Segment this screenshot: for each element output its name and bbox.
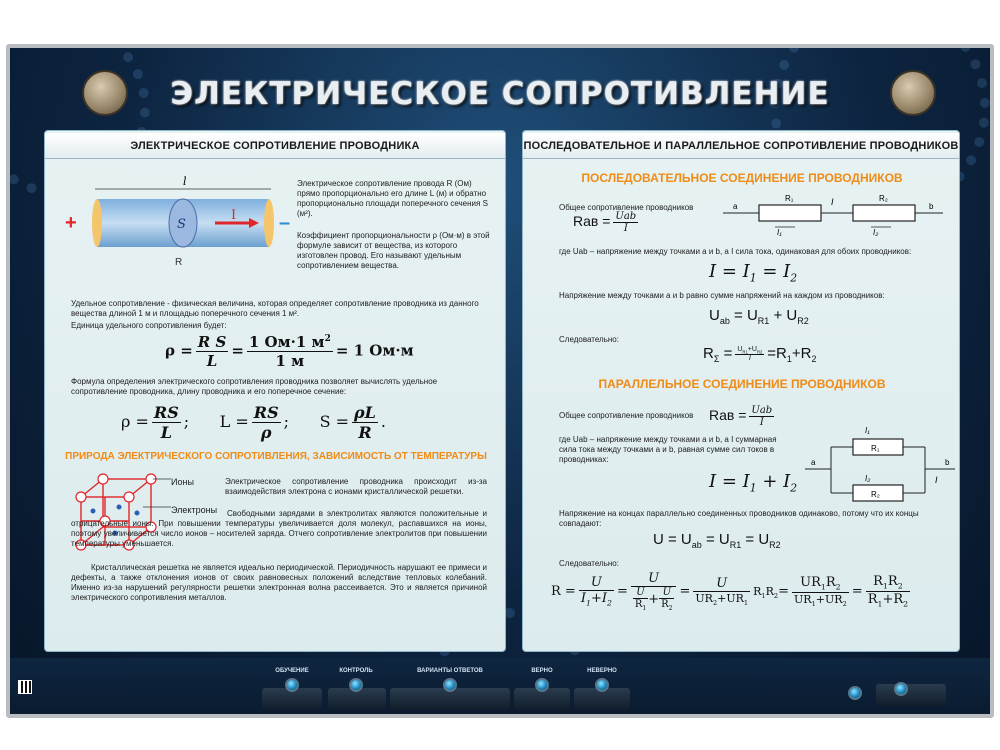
learning-control[interactable] bbox=[264, 668, 320, 692]
area-label: S bbox=[177, 217, 186, 232]
series-current-formula: $I = I_1 = I_2$ bbox=[709, 261, 798, 285]
parallel-voltage-text: Напряжение на концах параллельно соединенных проводников одинаково, потому что их концы совпадают: bbox=[559, 509, 919, 528]
learning-label: ОБУЧЕНИЕ bbox=[275, 668, 309, 674]
page-title: ЭЛЕКТРИЧЕСКОЕ СОПРОТИВЛЕНИЕ bbox=[170, 76, 830, 112]
nature-section-title: ПРИРОДА ЭЛЕКТРИЧЕСКОГО СОПРОТИВЛЕНИЯ, ЗАВИСИМОСТЬ ОТ ТЕМПЕРАТУРЫ bbox=[65, 451, 487, 462]
series-voltage-text: Напряжение между точками a и b равно сумме напряжений на каждом из проводников: bbox=[559, 291, 885, 300]
parallel-resistance-formula: R = $\frac{U}{I_1+I_2}$ = U $\frac{U}{R_1}$ + $\frac{U}{R_2}$ = U $UR_2+UR_1$ $R_1R_2=$ $UR_1R_2$ $UR_1+UR_2$ = $\frac{R_1R_2}{R_1+R_2}$ bbox=[551, 571, 909, 612]
parallel-voltage-formula: $U = U_{ab} = U_{R1} = U_{R2}$ bbox=[653, 531, 781, 550]
parallel-current-i1: I₁ bbox=[865, 426, 870, 435]
incorrect-control[interactable] bbox=[574, 668, 630, 692]
control-mode-control[interactable] bbox=[328, 668, 384, 692]
right-panel-header: ПОСЛЕДОВАТЕЛЬНОЕ И ПАРАЛЛЕЛЬНОЕ СОПРОТИВЛЕНИЕ ПРОВОДНИКОВ bbox=[523, 133, 959, 159]
parallel-circuit bbox=[805, 423, 955, 515]
series-node-b: b bbox=[929, 202, 934, 211]
parallel-node-b: b bbox=[945, 458, 950, 467]
series-therefore: Следовательно: bbox=[559, 335, 619, 344]
answer-options-label: ВАРИАНТЫ ОТВЕТОВ bbox=[417, 668, 483, 674]
series-resistance-formula: $R_\Sigma$ = $\frac{U_{R1}+U_{R2}}{I}$ $=R_1+R_2$ bbox=[703, 345, 817, 364]
correct-control[interactable] bbox=[514, 668, 570, 692]
current-label: I bbox=[231, 208, 237, 223]
correct-label: ВЕРНО bbox=[531, 668, 553, 674]
plus-sign: + bbox=[65, 212, 77, 234]
minus-sign: – bbox=[279, 212, 291, 234]
specific-resistance-definition: Удельное сопротивление - физическая величина, которая определяет сопротивление проводника из данного вещества длиной 1 м и площадью поперечного сечения 1 м². bbox=[71, 299, 479, 318]
intro-paragraph-1: Электрическое сопротивление провода R (Ом) прямо пропорционально его длине L (м) и обратно пропорционально площади поперечного сечения S (м²). bbox=[297, 179, 488, 218]
series-node-a: a bbox=[733, 202, 738, 211]
intro-paragraph-2: Коэффициент пропорциональности ρ (Ом·м) в этой формуле зависит от вещества, из которого изготовлен провод. Его называют удельным сопротивлением вещества. bbox=[297, 231, 490, 270]
series-voltage-formula: $U_{ab} = U_{R1} + U_{R2}$ bbox=[709, 307, 809, 326]
series-current: I bbox=[831, 197, 834, 207]
parallel-current-i2: I₂ bbox=[865, 474, 871, 483]
parallel-therefore: Следовательно: bbox=[559, 559, 619, 568]
parallel-total-label: Общее сопротивление проводников bbox=[559, 411, 694, 420]
series-current-i1: I₁ bbox=[777, 228, 782, 237]
parallel-r2: R₂ bbox=[871, 490, 880, 499]
parallel-node-a: a bbox=[811, 458, 816, 467]
nature-paragraph-2: Свободными зарядами в электролитах являются положительные и отрицательные ионы. При повышении температуры увеличивается доля молекул, распавшихся на ионы, поэтому увеличивается число ионов – носителей заряда. Отчего сопротивление электролитов при повышении температуры уменьшается. bbox=[71, 509, 487, 548]
ions-label: Ионы bbox=[171, 477, 194, 487]
series-r1: R₁ bbox=[785, 194, 794, 203]
correct-button[interactable] bbox=[535, 678, 549, 692]
control-mode-button[interactable] bbox=[349, 678, 363, 692]
nature-paragraph-1: Электрическое сопротивление проводника происходит из-за взаимодействия электрона с ионами кристаллической решетки. bbox=[225, 477, 487, 496]
series-total-formula: Rав = Uab I bbox=[573, 211, 637, 234]
answer-options-button[interactable] bbox=[443, 678, 457, 692]
parallel-r1: R₁ bbox=[871, 444, 880, 453]
qr-code-icon bbox=[18, 680, 32, 694]
incorrect-button[interactable] bbox=[595, 678, 609, 692]
poster-frame bbox=[6, 44, 994, 718]
derived-formulas: ρ = $\frac{RS}{L}$ ; L = $\frac{RS}{\rho}$ ; S = $\frac{\rho L}{R}$ . bbox=[121, 403, 386, 442]
right-panel bbox=[522, 130, 960, 652]
answer-options-control[interactable] bbox=[410, 668, 490, 692]
series-r2: R₂ bbox=[879, 194, 888, 203]
conductor-diagram bbox=[53, 169, 293, 279]
unit-formula: ρ = $\frac{\text{R S}}{L}$ = 1 Ом·1 $м^2$ 1 м = 1 Ом·м bbox=[165, 333, 414, 370]
conductor-end-right bbox=[264, 199, 274, 247]
control-mode-label: КОНТРОЛЬ bbox=[339, 668, 373, 674]
left-panel-header: ЭЛЕКТРИЧЕСКОЕ СОПРОТИВЛЕНИЕ ПРОВОДНИКА bbox=[45, 133, 505, 159]
incorrect-label: НЕВЕРНО bbox=[587, 668, 617, 674]
parallel-current-formula: $I = I_1 + I_2$ bbox=[709, 471, 798, 495]
electrons-label: Электроны bbox=[171, 505, 218, 515]
volume-plate bbox=[876, 684, 946, 706]
series-circuit bbox=[723, 191, 943, 251]
parallel-total-formula: Rав = Uab I bbox=[709, 405, 773, 428]
conductor-end-left bbox=[92, 199, 102, 247]
power-button[interactable] bbox=[848, 686, 862, 700]
length-label: l bbox=[183, 175, 187, 188]
nature-paragraph-3: Кристаллическая решетка не является идеально периодической. Периодичность нарушают ее примеси и дефекты, а также отклонения ионов от своих равновесных положений вследствие тепловых колебаний. Именно из-за нарушений регулярности решетки электронная волна рассеивается. Это и является причиной электрического сопротивления металлов. bbox=[71, 563, 487, 602]
learning-button[interactable] bbox=[285, 678, 299, 692]
series-current-i2: I₂ bbox=[873, 228, 879, 237]
left-panel bbox=[44, 130, 506, 652]
resistance-label: R bbox=[175, 257, 183, 268]
series-total-label: Общее сопротивление проводников bbox=[559, 203, 694, 212]
parallel-current: I bbox=[935, 475, 938, 485]
unit-line: Единица удельного сопротивления будет: bbox=[71, 321, 227, 330]
parallel-section-title: ПАРАЛЛЕЛЬНОЕ СОЕДИНЕНИЕ ПРОВОДНИКОВ bbox=[598, 377, 886, 391]
volume-button[interactable] bbox=[894, 682, 908, 696]
series-section-title: ПОСЛЕДОВАТЕЛЬНОЕ СОЕДИНЕНИЕ ПРОВОДНИКОВ bbox=[581, 171, 903, 185]
parallel-uab-text: где Uab – напряжение между точками a и b, а I суммарная сила тока между точками a и b, равная сумме сил токов в проводниках: bbox=[559, 435, 777, 464]
series-uab-text: где Uab – напряжение между точками a и b, а I сила тока, одинаковая для обоих проводников: bbox=[559, 247, 912, 256]
formula-intro: Формула определения электрического сопротивления проводника позволяет вычислять удельное сопротивление проводника, длину проводника и его поперечное сечение: bbox=[71, 377, 438, 396]
